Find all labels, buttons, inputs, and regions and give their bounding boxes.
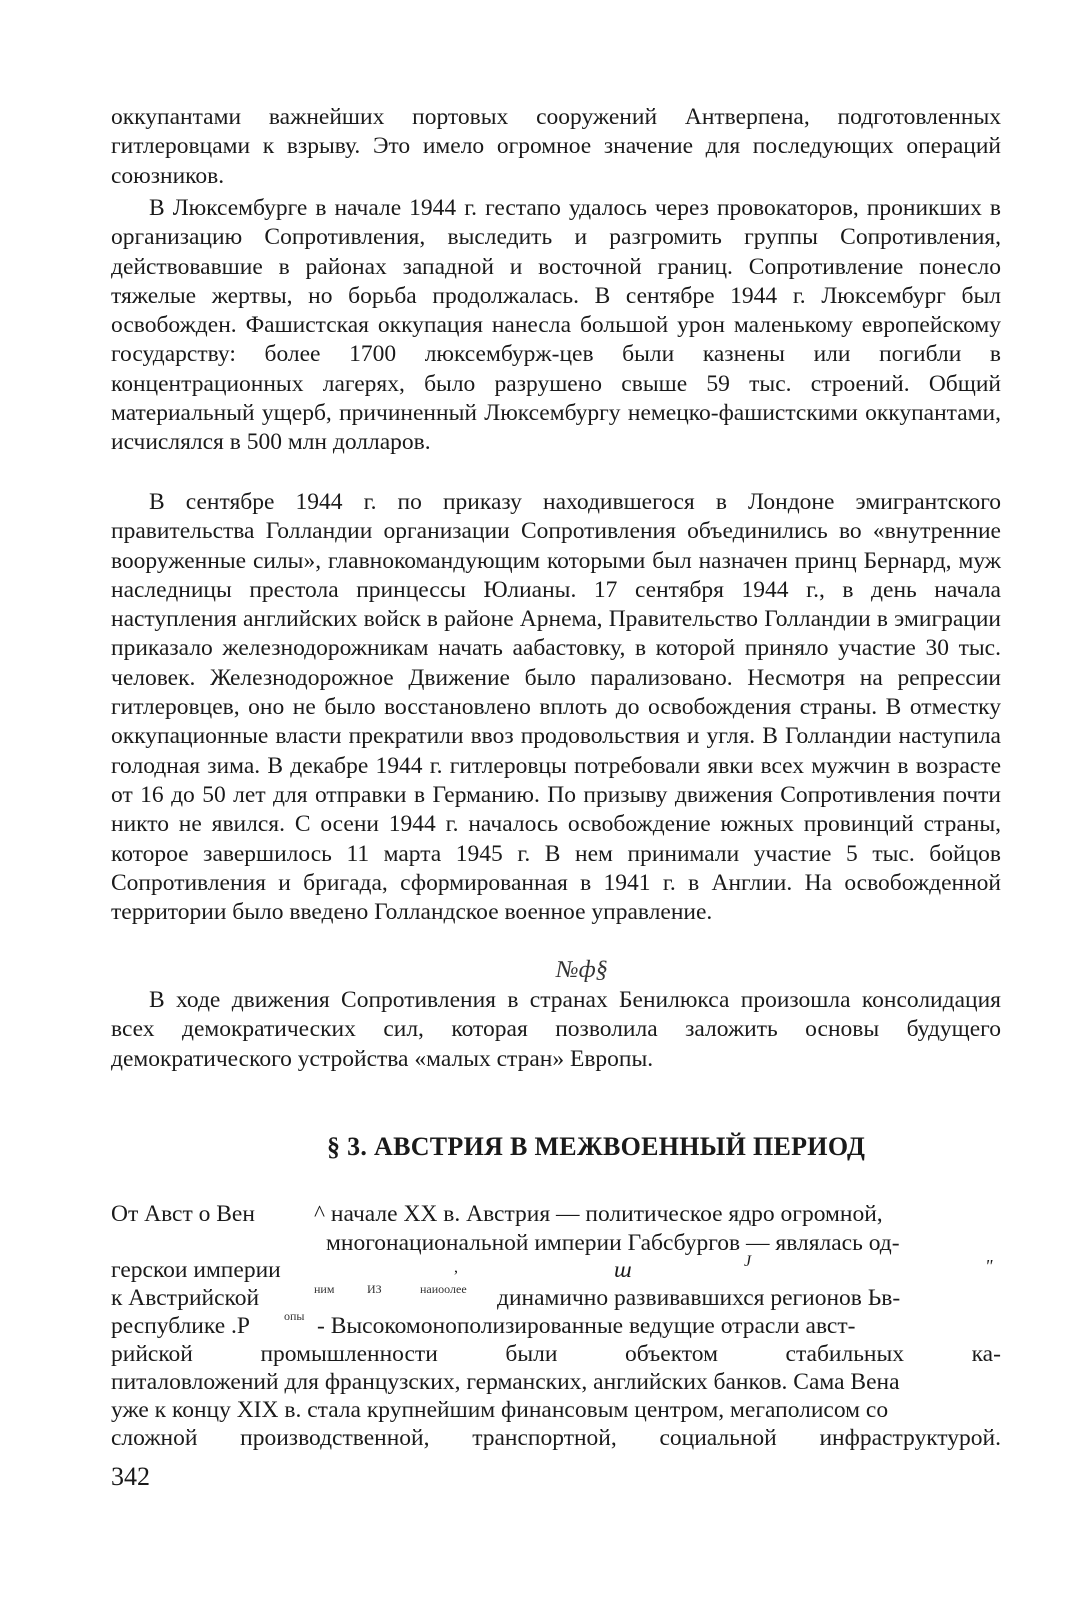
garbled-line4-small3: наиоолее (420, 1282, 467, 1296)
garbled-line1-left: От Авст о Вен (111, 1201, 255, 1227)
garbled-line5-left: республике .Р (111, 1313, 250, 1339)
garbled-line6 (111, 1340, 1001, 1368)
garbled-line7: питаловложений для французских, германских, английских банков. Сама Вена (111, 1369, 900, 1395)
paragraph-holland: В сентябре 1944 г. по приказу находившегося в Лондоне эмигрантского правительства Голландии организации Сопротивления объединились во «внутренние вооруженные силы», главнокомандующим которыми был назначен принц Бернард, муж наследницы престола принцессы Юлианы. 17 сентября 1944 г., в день начала наступления английских войск в районе Арнема, Правительство Голландии в эмиграции приказало железнодорожникам начать аабастовку, в которой приняло участие 30 тыс. человек. Железнодорожное Движение было парализовано. Несмотря на репрессии гитлеровцев, оно не было восстановлено вплоть до освобождения страны. В отместку оккупационные власти прекратили ввоз продовольствия и угля. В Голландии наступила голодная зима. В декабре 1944 г. гитлеровцы потребовали явки всех мужчин в возрасте от 16 до 50 лет для отправки в Германию. По призыву движения Сопротивления почти никто не явился. С осени 1944 г. началось освобождение южных провинций страны, которое завершилось 11 марта 1945 г. В нем принимали участие 5 тыс. бойцов Сопротивления и бригада, сформированная в 1941 г. в Англии. На освобожденной территории было введено Голландское военное управление. (111, 489, 1001, 926)
paragraph-luxembourg: В Люксембурге в начале 1944 г. гестапо удалось через провокаторов, проникших в организацию Сопротивления, выследить и разгромить группы Сопротивления, действовавшие в районах западной и восточной границ. Сопротивление понесло тяжелые жертвы, но борьба продолжалась. В сентябре 1944 г. Люксембург был освобожден. Фашистская оккупация нанесла большой урон маленькому европейскому государству: более 1700 люксембурж-цев были казнены или погибли в концентрационных лагерях, было разрушено свыше 59 тыс. строений. Общий материальный ущерб, причиненный Люксембургу немецко-фашистскими оккупантами, исчислялся в 500 млн долларов. (111, 195, 1001, 456)
garbled-line3-j: J (744, 1253, 752, 1270)
section-heading: § 3. АВСТРИЯ В МЕЖВОЕННЫЙ ПЕРИОД (327, 1132, 866, 1161)
stray-ocr-mark: №ф§ (556, 957, 608, 983)
garbled-line2: многонациональной империи Габсбургов — являлась од- (326, 1230, 900, 1256)
garbled-line4-left: к Австрийской (111, 1285, 260, 1311)
garbled-line4-right: динамично развивавшихся регионов Ьв- (497, 1285, 901, 1311)
garbled-line9 (111, 1424, 1001, 1452)
paragraph-benelux: В ходе движения Сопротивления в странах Бенилюкса произошла консолидация всех демократических сил, которая позволила заложить основы будущего демократического устройства «малых стран» Европы. (111, 987, 1001, 1072)
word: инфраструктурой. (819, 1425, 1001, 1451)
garbled-line5-sup: опы (284, 1309, 305, 1323)
page-number: 342 (111, 1462, 150, 1491)
word: производственной, (240, 1425, 430, 1451)
word: рийской (111, 1341, 193, 1367)
word: стабильных (785, 1341, 905, 1367)
word: ка- (971, 1341, 1001, 1367)
word: сложной (111, 1425, 198, 1451)
garbled-line3-quote: " (985, 1256, 993, 1276)
garbled-line1-right: ^ начале XX в. Австрия — политическое ядро огромной, (314, 1201, 883, 1227)
garbled-line3-comma: , (454, 1259, 458, 1276)
word: были (505, 1341, 558, 1367)
garbled-line5-right: - Высокомонополизированные ведущие отрасли авст- (317, 1313, 856, 1339)
garbled-line4-small2: ИЗ (367, 1282, 382, 1296)
word: объектом (625, 1341, 718, 1367)
paragraph-intro: оккупантами важнейших портовых сооружений Антверпена, подготовленных гитлеровцами к взрыву. Это имело огромное значение для последующих операций союзников. (111, 104, 1001, 189)
garbled-line3-sh: ш (614, 1257, 632, 1283)
word: транспортной, (472, 1425, 617, 1451)
garbled-line4-small1: ним (314, 1282, 335, 1296)
word: социальной (659, 1425, 777, 1451)
garbled-line8: уже к концу XIX в. стала крупнейшим финансовым центром, мегаполисом со (111, 1397, 889, 1423)
garbled-line3-left: герскои империи (111, 1257, 281, 1283)
word: промышленности (260, 1341, 438, 1367)
